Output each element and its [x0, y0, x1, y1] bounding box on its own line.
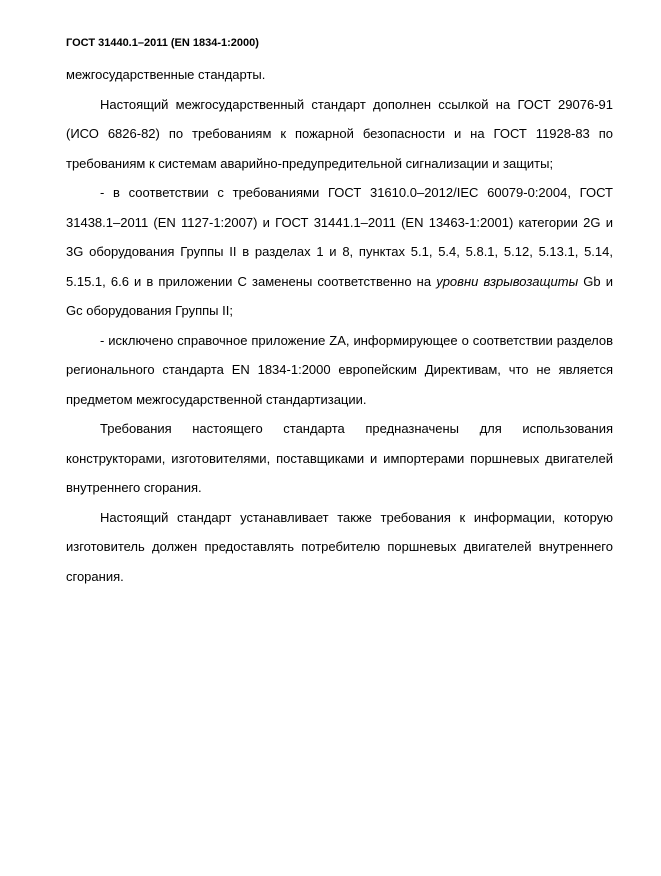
paragraph-gost-reference: Настоящий межгосударственный стандарт дополнен ссылкой на ГОСТ 29076-91 (ИСО 6826-82) по требованиям к пожарной безопасности и на ГОСТ 11928-83 по требованиям к системам аварийно-предупредительной сигнализации и защиты;: [66, 96, 613, 171]
document-header: ГОСТ 31440.1–2011 (EN 1834-1:2000): [66, 37, 259, 49]
paragraph-annex-excluded: - исключено справочное приложение ZA, информирующее о соответствии разделов регионального стандарта EN 1834-1:2000 европейским Директивам, что не является предметом межгосударственной стандартизации.: [66, 332, 613, 407]
paragraph-text-part: Gb и Gc оборудования Группы II;: [66, 273, 614, 318]
paragraph-continuation: межгосударственные стандарты.: [66, 67, 266, 82]
paragraph-intended-users: Требования настоящего стандарта предназначены для использования конструкторами, изготовителями, поставщиками и импортерами поршневых двигателей внутреннего сгорания.: [66, 421, 613, 495]
paragraph-information-requirements: Настоящий стандарт устанавливает также требования к информации, которую изготовитель должен предоставлять потребителю поршневых двигателей внутреннего сгорания.: [66, 509, 613, 584]
paragraph-italic-term: уровни взрывозащиты: [436, 273, 579, 289]
document-body: [66, 60, 613, 591]
paragraph-equipment-categories: [66, 178, 613, 326]
paragraph-text-part: - в соответствии с требованиями ГОСТ 31610.0–2012/IEC 60079-0:2004, ГОСТ 31438.1–2011 (EN 1127-1:2007) и ГОСТ 31441.1–2011 (EN 13463-1:2001) категории 2G и 3G оборудования Группы II в разделах 1 и 8, пунктах 5.1, 5.4, 5.8.1, 5.12, 5.13.1, 5.14, 5.15.1, 6.6 и в приложении С заменены соответственно на: [66, 185, 613, 289]
